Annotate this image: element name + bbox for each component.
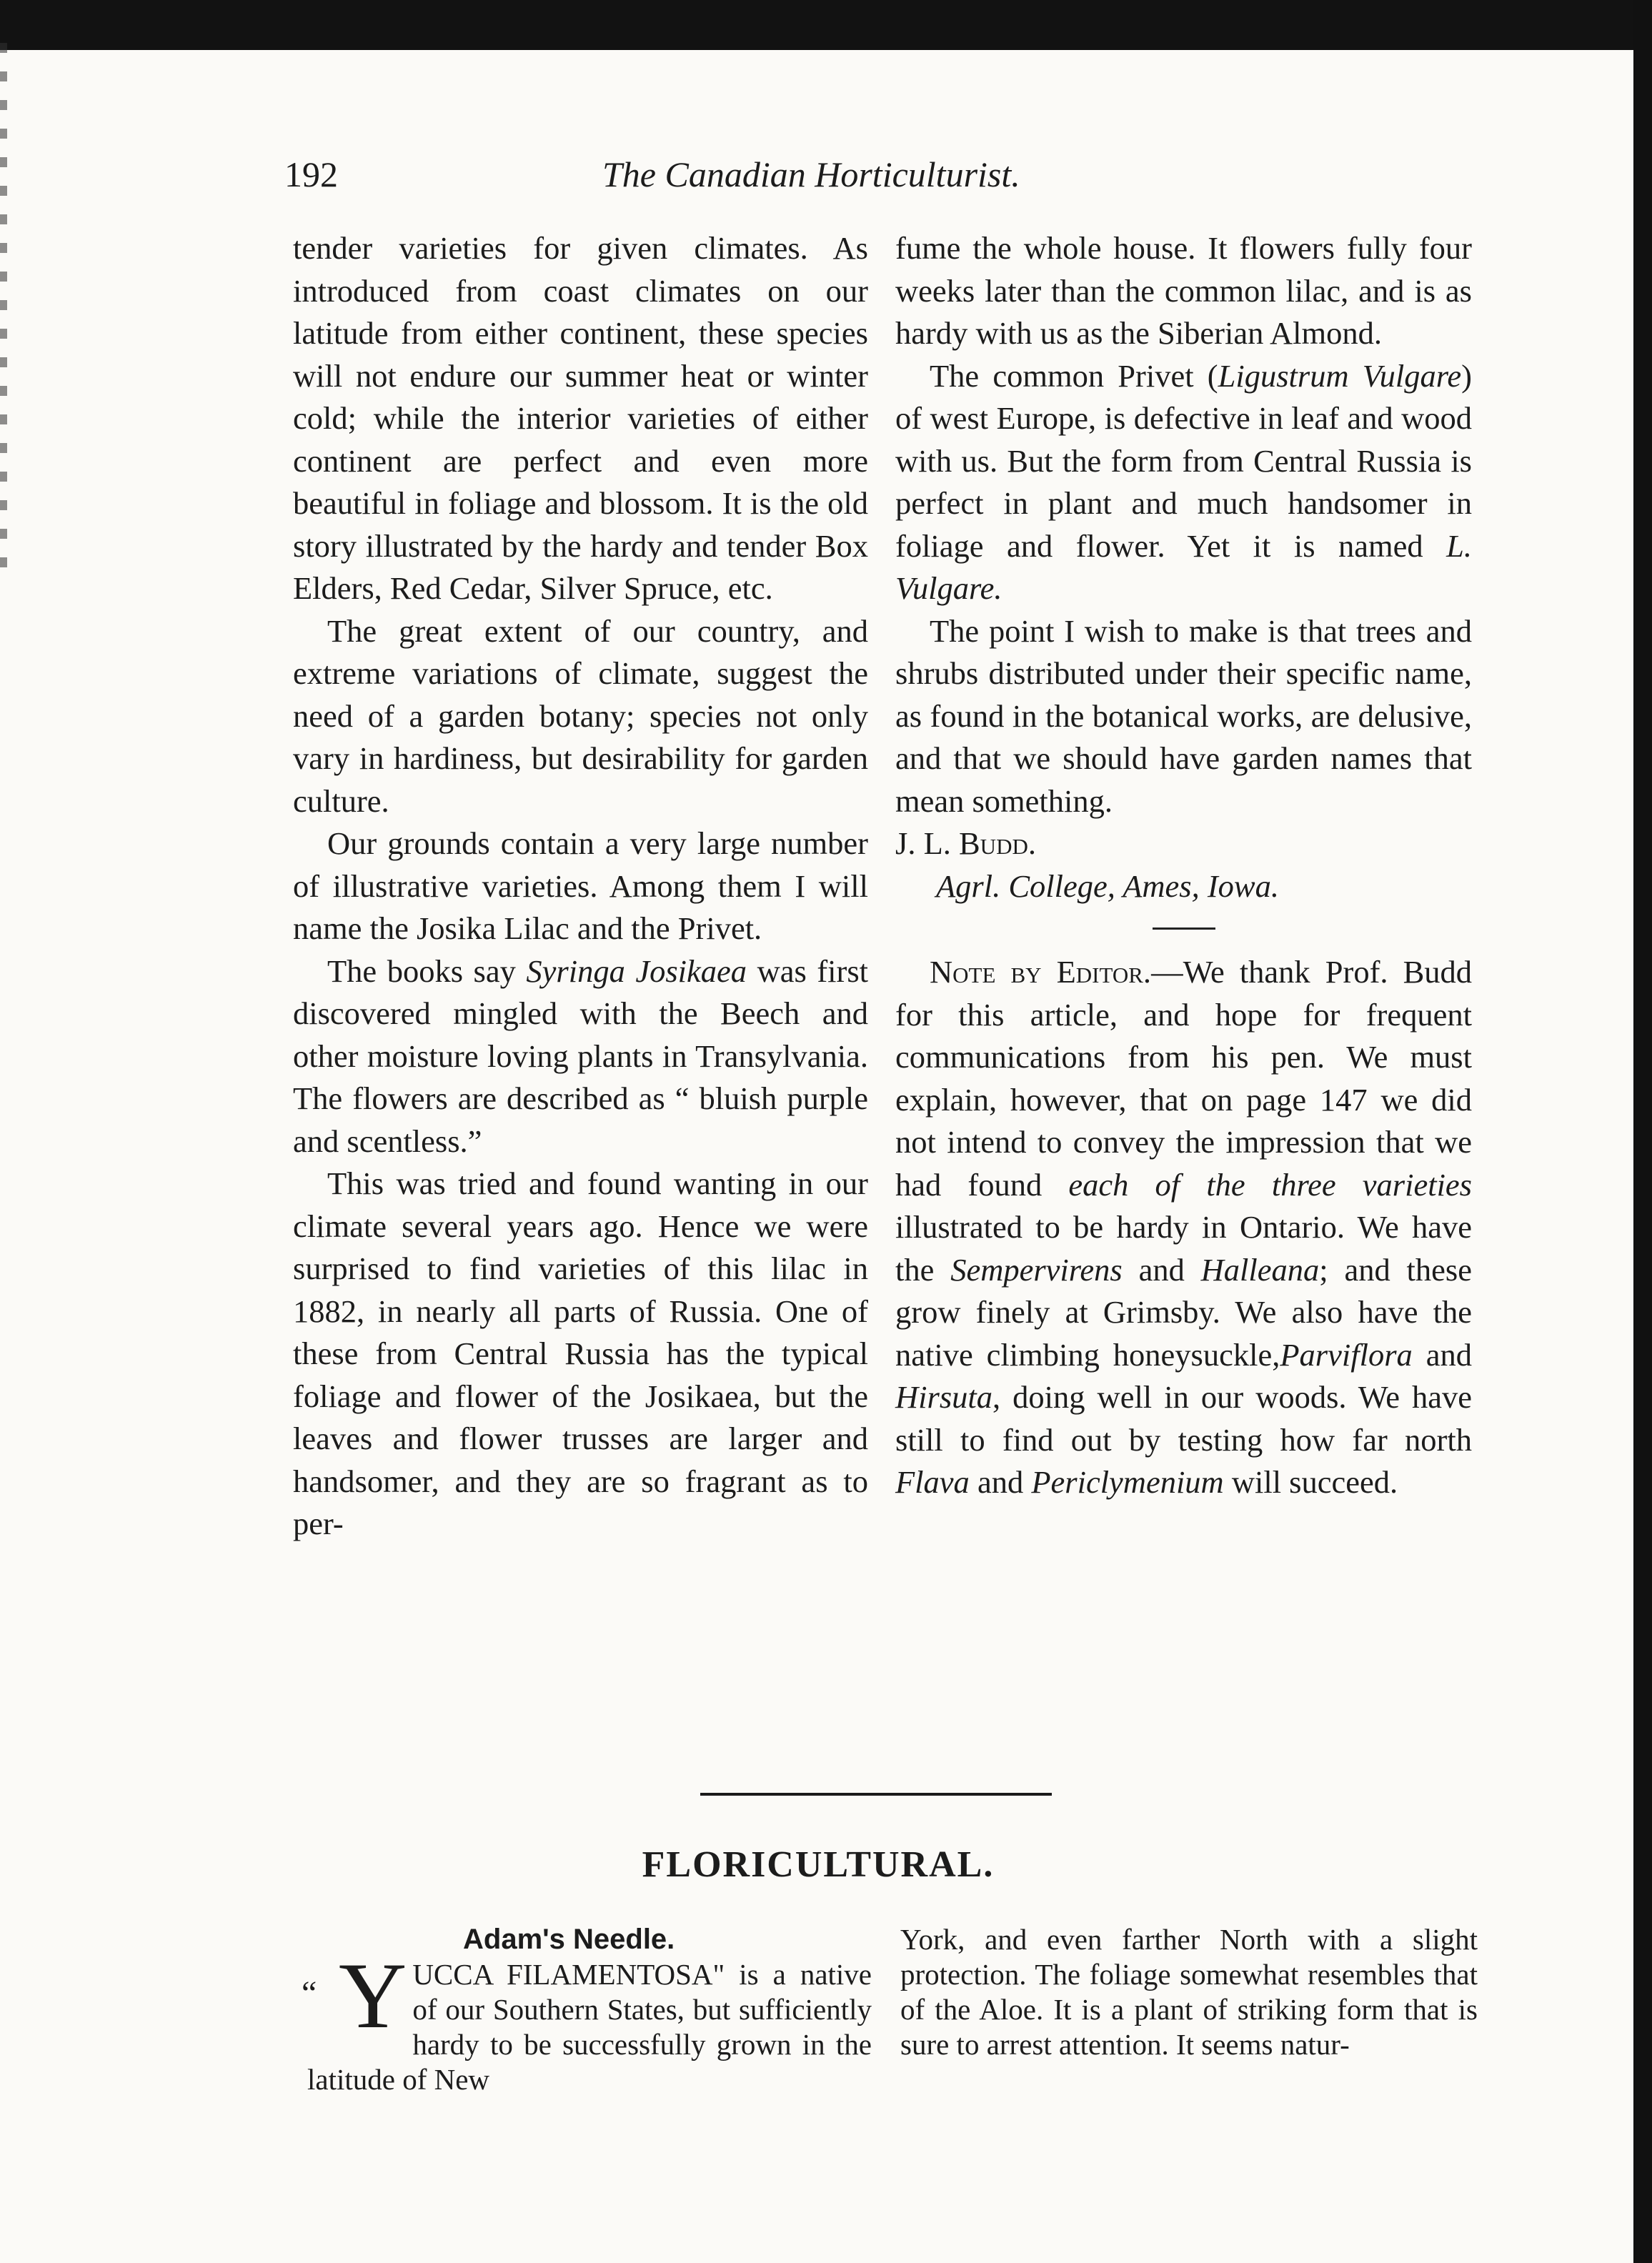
article-left-column [302,1922,872,2097]
author-signature: J. L. Budd. [895,825,1036,861]
opening-quote: “ [302,1974,317,2012]
paragraph: The books say Syringa Josikaea was first discovered mingled with the Beech and other moisture loving plants in Transylvania. The flowers are described as “ bluish purple and scentless.” [293,953,869,1159]
running-title: The Canadian Horticulturist. [602,154,1020,194]
divider [1153,927,1215,930]
species-name: Syringa Josikaea [526,953,747,989]
species-name: Ligustrum Vulgare [1218,357,1462,394]
article-right-column [900,1922,1478,2062]
article-paragraph: “ Y UCCA FILAMENTOSA" is a native of our Southern States, but sufficiently hardy to be successfully grown in the latitude of New [302,1943,872,2096]
page-number: 192 [284,154,338,194]
editor-note: Note by Editor.—We thank Prof. Budd for this article, and hope for frequent communications from his pen. We must explain, however, that on page 147 we did not intend to convey the impression that we had found each of the three varieties illustrated to be hardy in Ontario. We have the Sempervirens and Halleana; and these grow finely at Grimsby. We also have the native climbing honeysuckle,Parviflora and Hirsuta, doing well in our woods. We have still to find out by testing how far north Flava and Periclymenium will succeed. [895,954,1473,1500]
paragraph: fume the whole house. It flowers fully four weeks later than the common lilac, and is as hardy with us as the Siberian Almond. [895,230,1472,351]
article-paragraph: York, and even farther North with a slight protection. The foliage somewhat resembles that of the Aloe. It is a plant of striking form that is sure to arrest attention. It seems natur- [900,1923,1478,2061]
paragraph: The common Privet (Ligustrum Vulgare) of west Europe, is defective in leaf and wood with us. But the form from Central Russia is perfect in plant and much handsomer in foliage and flower. Yet it is named L. Vulgare. [895,357,1472,606]
left-column [293,227,868,1546]
section-title: FLORICULTURAL. [642,1844,995,1885]
species-name: L. Vulgare. [895,527,1472,606]
paragraph: tender varieties for given climates. As introduced from coast climates on our latitude from either continent, these species will not endure our summer heat or winter cold; while the interior varieties of either continent are perfect and even more beautiful in foliage and blossom. It is the old story illustrated by the hardy and tender Box Elders, Red Cedar, Silver Spruce, etc. [293,230,868,606]
paragraph: Our grounds contain a very large number of illustrative varieties. Among them I will name the Josika Lilac and the Privet. [293,825,868,946]
section-divider [700,1793,1052,1796]
drop-cap: Y [339,1943,407,2048]
scan-top-border [0,0,1652,50]
author-affiliation: Agrl. College, Ames, Iowa. [936,867,1279,904]
paragraph: The point I wish to make is that trees and shrubs distributed under their specific name, as found in the botanical works, are delusive, and that we should have garden names that mean something. [895,612,1472,819]
scan-right-border [1633,0,1652,2263]
right-column [895,227,1472,1504]
scan-left-edge [0,43,7,572]
paragraph: This was tried and found wanting in our climate several years ago. Hence we were surprised to find varieties of this lilac in 1882, in nearly all parts of Russia. One of these from Central Russia has the typical foliage and flower of the Josikaea, but the leaves and flower trusses are larger and handsomer, and they are so fragrant as to per- [293,1165,868,1541]
note-label: Note by Editor. [930,954,1152,990]
page-header [284,154,1113,204]
paragraph: The great extent of our country, and extreme variations of climate, suggest the need of a garden botany; species not only vary in hardiness, but desirability for garden culture. [293,612,868,819]
article-title: Adam's Needle. [463,1924,675,1955]
